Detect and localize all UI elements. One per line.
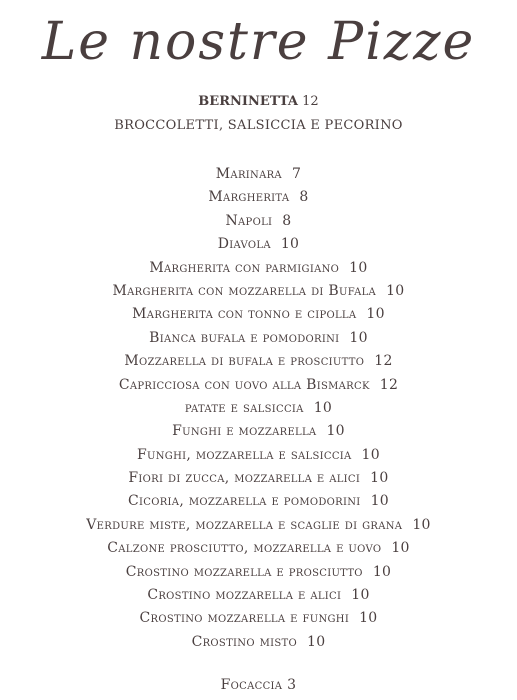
pizza-name: Marinara <box>215 166 282 182</box>
menu-title: Le nostre Pizze <box>41 12 476 72</box>
pizza-item <box>0 257 517 280</box>
pizza-item <box>0 280 517 303</box>
pizza-name: Crostino misto <box>191 633 297 650</box>
pizza-item <box>0 327 517 350</box>
pizza-price: 10 <box>372 563 392 580</box>
pizza-name: Margherita con parmigiano <box>149 259 340 276</box>
pizza-name: patate e salsiccia <box>184 399 304 416</box>
focaccia-item <box>0 674 517 696</box>
pizza-name: Crostino mozzarella e funghi <box>139 610 350 627</box>
focaccia-name: Focaccia <box>220 677 283 693</box>
pizza-price: 8 <box>282 212 292 229</box>
pizza-price: 10 <box>370 470 389 487</box>
pizza-price: 10 <box>349 329 368 346</box>
pizza-price: 7 <box>291 166 302 182</box>
pizza-price: 10 <box>280 236 300 253</box>
pizza-price: 10 <box>351 587 370 604</box>
pizza-name: Bianca bufala e pomodorini <box>149 329 340 346</box>
pizza-item <box>0 374 517 397</box>
pizza-price: 10 <box>366 306 385 323</box>
pizza-item <box>0 303 517 326</box>
pizza-list <box>0 163 517 654</box>
pizza-name: Margherita con mozzarella di Bufala <box>112 282 377 299</box>
pizza-item <box>0 607 517 630</box>
featured-pizza <box>0 92 517 112</box>
pizza-item <box>0 514 517 537</box>
featured-pizza-name: BERNINETTA <box>198 94 299 109</box>
pizza-item <box>0 233 517 256</box>
pizza-price: 10 <box>370 493 389 510</box>
pizza-price: 10 <box>412 516 431 533</box>
pizza-item <box>0 420 517 443</box>
pizza-item <box>0 631 517 654</box>
pizza-name: Calzone prosciutto, mozzarella e uovo <box>107 540 382 557</box>
pizza-price: 10 <box>359 610 378 627</box>
pizza-name: Napoli <box>225 212 273 229</box>
pizza-price: 8 <box>299 189 309 206</box>
pizza-price: 10 <box>361 446 380 463</box>
pizza-item <box>0 350 517 373</box>
pizza-item <box>0 397 517 420</box>
pizza-name: Crostino mozzarella e alici <box>147 587 342 604</box>
pizza-name: Cicoria, mozzarella e pomodorini <box>128 493 361 510</box>
pizza-price: 10 <box>391 540 410 557</box>
pizza-name: Mozzarella di bufala e prosciutto <box>124 353 365 370</box>
pizza-price: 10 <box>349 259 368 276</box>
pizza-price: 10 <box>307 633 326 650</box>
pizza-item <box>0 186 517 209</box>
pizza-name: Verdure miste, mozzarella e scaglie di grana <box>86 516 403 533</box>
pizza-price: 12 <box>374 353 393 370</box>
pizza-name: Margherita <box>208 189 290 206</box>
featured-pizza-price: 12 <box>302 94 319 109</box>
focaccia-price: 3 <box>287 677 297 693</box>
pizza-item <box>0 584 517 607</box>
pizza-price: 10 <box>313 399 333 416</box>
pizza-item <box>0 210 517 233</box>
pizza-name: Funghi e mozzarella <box>172 423 317 440</box>
pizza-item <box>0 467 517 490</box>
pizza-item <box>0 561 517 584</box>
pizza-name: Fiori di zucca, mozzarella e alici <box>128 470 361 487</box>
pizza-item <box>0 163 517 186</box>
pizza-name: Margherita con tonno e cipolla <box>132 306 357 323</box>
pizza-item <box>0 537 517 560</box>
pizza-name: Crostino mozzarella e prosciutto <box>125 563 363 580</box>
pizza-price: 10 <box>326 423 345 440</box>
pizza-name: Capricciosa con uovo alla Bismarck <box>118 376 370 393</box>
pizza-item <box>0 444 517 467</box>
pizza-name: Diavola <box>217 236 271 253</box>
pizza-item <box>0 490 517 513</box>
pizza-name: Funghi, mozzarella e salsiccia <box>137 446 352 463</box>
pizza-price: 10 <box>386 282 405 299</box>
featured-pizza-description: BROCCOLETTI, SALSICCIA E PECORINO <box>114 118 403 133</box>
pizza-price: 12 <box>379 376 399 393</box>
